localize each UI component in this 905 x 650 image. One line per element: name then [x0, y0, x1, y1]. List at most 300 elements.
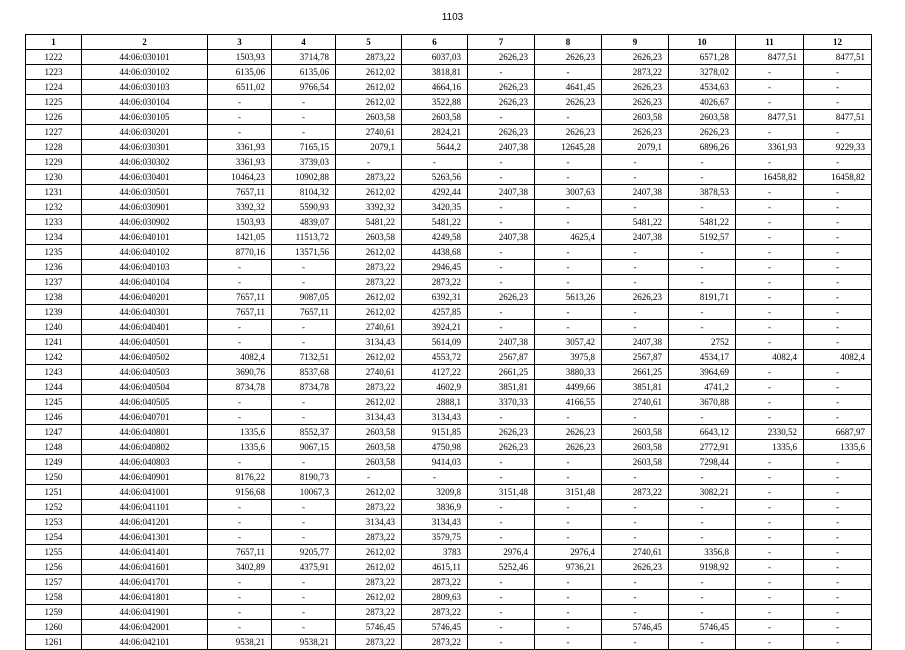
table-cell: - [736, 545, 804, 560]
table-cell: 1230 [26, 170, 82, 185]
table-cell: - [468, 455, 535, 470]
table-cell: 3007,63 [535, 185, 602, 200]
table-cell: - [804, 185, 872, 200]
table-row [26, 620, 872, 635]
table-cell: 1240 [26, 320, 82, 335]
table-cell: - [736, 365, 804, 380]
table-cell: 3851,81 [602, 380, 669, 395]
table-cell: 44:06:040701 [82, 410, 208, 425]
table-cell: 1245 [26, 395, 82, 410]
table-cell: 5252,46 [468, 560, 535, 575]
table-row [26, 260, 872, 275]
table-cell: 7298,44 [669, 455, 736, 470]
table-cell: 4166,55 [535, 395, 602, 410]
table-cell: 2873,22 [336, 380, 402, 395]
table-cell: - [535, 215, 602, 230]
table-cell: 5644,2 [402, 140, 468, 155]
table-row [26, 50, 872, 65]
table-cell: 1237 [26, 275, 82, 290]
table-cell: 3361,93 [208, 155, 272, 170]
table-cell: - [272, 110, 336, 125]
data-table [25, 34, 872, 650]
table-cell: 2740,61 [336, 125, 402, 140]
table-cell: 2626,23 [468, 440, 535, 455]
table-cell: 4534,17 [669, 350, 736, 365]
table-cell: 3836,9 [402, 500, 468, 515]
table-cell: - [804, 575, 872, 590]
table-row [26, 470, 872, 485]
table-cell: 2612,02 [336, 80, 402, 95]
table-cell: - [535, 170, 602, 185]
table-cell: 44:06:040901 [82, 470, 208, 485]
table-cell: 5481,22 [336, 215, 402, 230]
table-cell: 2612,02 [336, 65, 402, 80]
table-cell: - [736, 620, 804, 635]
table-cell: 9087,05 [272, 290, 336, 305]
table-cell: 3134,43 [336, 515, 402, 530]
table-cell: - [468, 320, 535, 335]
table-cell: - [208, 410, 272, 425]
table-cell: 2626,23 [669, 125, 736, 140]
table-cell: - [736, 395, 804, 410]
table-cell: 8190,73 [272, 470, 336, 485]
table-cell: 9198,92 [669, 560, 736, 575]
table-cell: - [535, 515, 602, 530]
table-cell: 6392,31 [402, 290, 468, 305]
table-cell: - [736, 215, 804, 230]
table-cell: 1257 [26, 575, 82, 590]
table-cell: - [669, 500, 736, 515]
table-cell: 2567,87 [468, 350, 535, 365]
table-cell: 2603,58 [336, 230, 402, 245]
table-cell: - [208, 530, 272, 545]
table-row [26, 365, 872, 380]
table-cell: 44:06:040401 [82, 320, 208, 335]
table-cell: 5590,93 [272, 200, 336, 215]
table-cell: 8104,32 [272, 185, 336, 200]
table-cell: 2407,38 [602, 185, 669, 200]
table-cell: 8734,78 [208, 380, 272, 395]
table-cell: 7132,51 [272, 350, 336, 365]
table-cell: - [602, 470, 669, 485]
table-cell: 1503,93 [208, 50, 272, 65]
table-cell: 6037,03 [402, 50, 468, 65]
table-cell: - [468, 515, 535, 530]
table-cell: 6643,12 [669, 425, 736, 440]
table-cell: 2873,22 [402, 605, 468, 620]
table-cell: 9736,21 [535, 560, 602, 575]
table-cell: 1335,6 [208, 425, 272, 440]
table-cell: - [804, 95, 872, 110]
table-cell: 3209,8 [402, 485, 468, 500]
table-cell: 3851,81 [468, 380, 535, 395]
table-cell: 2873,22 [336, 500, 402, 515]
table-cell: 2946,45 [402, 260, 468, 275]
table-cell: - [804, 515, 872, 530]
table-cell: 44:06:041401 [82, 545, 208, 560]
table-cell: 1254 [26, 530, 82, 545]
table-cell: - [804, 635, 872, 650]
table-cell: 8477,51 [804, 110, 872, 125]
table-cell: 3420,35 [402, 200, 468, 215]
table-cell: 3880,33 [535, 365, 602, 380]
table-cell: - [468, 110, 535, 125]
table-cell: - [736, 515, 804, 530]
table-cell: 1250 [26, 470, 82, 485]
table-row [26, 575, 872, 590]
table-cell: 9156,68 [208, 485, 272, 500]
table-row [26, 425, 872, 440]
table-cell: 12645,28 [535, 140, 602, 155]
table-cell: 2407,38 [468, 230, 535, 245]
table-cell: - [804, 620, 872, 635]
table-cell: 3278,02 [669, 65, 736, 80]
table-cell: 4292,44 [402, 185, 468, 200]
table-cell: 3392,32 [208, 200, 272, 215]
table-cell: - [272, 335, 336, 350]
table-cell: - [602, 575, 669, 590]
table-cell: - [535, 635, 602, 650]
table-cell: 1259 [26, 605, 82, 620]
table-row [26, 215, 872, 230]
table-cell: 3392,32 [336, 200, 402, 215]
table-cell: - [804, 605, 872, 620]
table-cell: - [669, 155, 736, 170]
table-cell: 10902,88 [272, 170, 336, 185]
table-row [26, 455, 872, 470]
table-cell: 4249,58 [402, 230, 468, 245]
table-cell: - [804, 365, 872, 380]
table-cell: - [804, 125, 872, 140]
table-cell: - [736, 275, 804, 290]
table-cell: - [804, 560, 872, 575]
table-cell: 1256 [26, 560, 82, 575]
table-cell: 44:06:040504 [82, 380, 208, 395]
table-row [26, 560, 872, 575]
table-cell: - [468, 155, 535, 170]
table-cell: 44:06:040801 [82, 425, 208, 440]
table-cell: 2079,1 [336, 140, 402, 155]
table-cell: 3878,53 [669, 185, 736, 200]
table-cell: - [336, 155, 402, 170]
table-cell: - [669, 575, 736, 590]
table-cell: - [402, 470, 468, 485]
table-row [26, 65, 872, 80]
table-cell: - [736, 290, 804, 305]
table-cell: 4615,11 [402, 560, 468, 575]
table-cell: - [468, 275, 535, 290]
table-cell: 3356,8 [669, 545, 736, 560]
table-cell: 2603,58 [336, 440, 402, 455]
table-cell: - [602, 515, 669, 530]
table-cell: - [804, 470, 872, 485]
table-cell: 1335,6 [804, 440, 872, 455]
table-cell: - [272, 500, 336, 515]
table-cell: - [804, 290, 872, 305]
table-cell: - [736, 260, 804, 275]
table-cell: 44:06:041901 [82, 605, 208, 620]
table-cell: 8770,16 [208, 245, 272, 260]
table-cell: 44:06:030201 [82, 125, 208, 140]
table-cell: 1246 [26, 410, 82, 425]
table-cell: - [535, 305, 602, 320]
table-cell: - [669, 635, 736, 650]
table-cell: 4641,45 [535, 80, 602, 95]
table-cell: 1255 [26, 545, 82, 560]
table-cell: - [535, 200, 602, 215]
table-cell: 3783 [402, 545, 468, 560]
table-cell: 3522,88 [402, 95, 468, 110]
table-cell: 44:06:041001 [82, 485, 208, 500]
table-cell: 2626,23 [468, 425, 535, 440]
table-cell: 44:06:042001 [82, 620, 208, 635]
table-row [26, 200, 872, 215]
table-cell: 7657,11 [208, 290, 272, 305]
table-cell: 2626,23 [468, 50, 535, 65]
table-cell: - [669, 260, 736, 275]
table-cell: 7657,11 [208, 185, 272, 200]
table-cell: - [535, 245, 602, 260]
column-header-7: 7 [468, 35, 535, 50]
table-cell: 2603,58 [336, 455, 402, 470]
table-cell: 9205,77 [272, 545, 336, 560]
table-cell: 7165,15 [272, 140, 336, 155]
table-cell: - [272, 320, 336, 335]
table-cell: - [669, 590, 736, 605]
table-cell: - [272, 590, 336, 605]
table-cell: 44:06:040103 [82, 260, 208, 275]
table-cell: - [208, 395, 272, 410]
header-row [26, 35, 872, 50]
table-cell: 44:06:040301 [82, 305, 208, 320]
table-cell: 44:06:030501 [82, 185, 208, 200]
table-cell: - [736, 605, 804, 620]
table-cell: - [669, 200, 736, 215]
table-cell: 3134,43 [336, 335, 402, 350]
table-cell: 2603,58 [336, 425, 402, 440]
table-cell: 44:06:041601 [82, 560, 208, 575]
table-cell: - [736, 305, 804, 320]
table-cell: 9538,21 [272, 635, 336, 650]
table-cell: 4499,66 [535, 380, 602, 395]
table-cell: 1260 [26, 620, 82, 635]
table-cell: - [804, 500, 872, 515]
table-cell: - [272, 275, 336, 290]
table-cell: 2740,61 [602, 395, 669, 410]
table-cell: - [208, 320, 272, 335]
table-cell: 8191,71 [669, 290, 736, 305]
table-cell: 8477,51 [736, 110, 804, 125]
table-cell: 2612,02 [336, 290, 402, 305]
table-cell: 2626,23 [602, 50, 669, 65]
column-header-10: 10 [669, 35, 736, 50]
table-cell: 2888,1 [402, 395, 468, 410]
table-cell: - [804, 155, 872, 170]
table-cell: 44:06:040505 [82, 395, 208, 410]
table-cell: 9414,03 [402, 455, 468, 470]
table-cell: 2612,02 [336, 95, 402, 110]
table-row [26, 635, 872, 650]
table-row [26, 350, 872, 365]
table-cell: 2873,22 [402, 275, 468, 290]
column-header-2: 2 [82, 35, 208, 50]
table-cell: 3964,69 [669, 365, 736, 380]
table-cell: 1241 [26, 335, 82, 350]
table-cell: - [669, 410, 736, 425]
table-row [26, 95, 872, 110]
table-cell: 44:06:042101 [82, 635, 208, 650]
table-cell: 3361,93 [208, 140, 272, 155]
table-row [26, 485, 872, 500]
table-cell: - [602, 275, 669, 290]
table-cell: 3579,75 [402, 530, 468, 545]
table-cell: 2626,23 [468, 95, 535, 110]
table-cell: 2407,38 [602, 335, 669, 350]
table-cell: - [208, 110, 272, 125]
table-row [26, 305, 872, 320]
table-cell: - [804, 530, 872, 545]
column-header-5: 5 [336, 35, 402, 50]
table-cell: - [468, 530, 535, 545]
table-cell: - [602, 305, 669, 320]
table-cell: 8537,68 [272, 365, 336, 380]
table-cell: - [468, 590, 535, 605]
table-cell: 1242 [26, 350, 82, 365]
table-cell: - [736, 380, 804, 395]
table-cell: - [736, 155, 804, 170]
table-row [26, 590, 872, 605]
table-cell: - [736, 500, 804, 515]
table-cell: 2873,22 [336, 170, 402, 185]
table-cell: 2612,02 [336, 305, 402, 320]
table-cell: 4602,9 [402, 380, 468, 395]
table-cell: 3134,43 [336, 410, 402, 425]
table-cell: 2626,23 [468, 125, 535, 140]
table-cell: - [602, 200, 669, 215]
table-cell: 2661,25 [602, 365, 669, 380]
table-cell: 44:06:041101 [82, 500, 208, 515]
table-cell: 1253 [26, 515, 82, 530]
table-cell: 3670,88 [669, 395, 736, 410]
table-cell: 1231 [26, 185, 82, 200]
table-cell: 2612,02 [336, 350, 402, 365]
table-cell: 2873,22 [602, 65, 669, 80]
table-cell: - [535, 500, 602, 515]
table-cell: 2603,58 [602, 425, 669, 440]
table-cell: 5746,45 [336, 620, 402, 635]
table-row [26, 605, 872, 620]
table-cell: 8176,22 [208, 470, 272, 485]
table-cell: 4438,68 [402, 245, 468, 260]
table-cell: - [272, 395, 336, 410]
table-cell: 1235 [26, 245, 82, 260]
table-cell: - [272, 125, 336, 140]
table-cell: 2873,22 [336, 575, 402, 590]
table-cell: 6896,26 [669, 140, 736, 155]
table-cell: 2603,58 [602, 440, 669, 455]
table-cell: - [468, 635, 535, 650]
table-cell: - [736, 320, 804, 335]
table-cell: - [669, 605, 736, 620]
table-cell: 1229 [26, 155, 82, 170]
table-cell: - [468, 215, 535, 230]
table-cell: 3134,43 [402, 410, 468, 425]
table-cell: - [804, 305, 872, 320]
table-cell: 9229,33 [804, 140, 872, 155]
table-cell: 5613,26 [535, 290, 602, 305]
table-cell: 8477,51 [804, 50, 872, 65]
table-cell: - [669, 320, 736, 335]
table-cell: 1261 [26, 635, 82, 650]
table-cell: - [468, 305, 535, 320]
table-cell: 2612,02 [336, 185, 402, 200]
table-cell: 44:06:040104 [82, 275, 208, 290]
table-cell: 2407,38 [602, 230, 669, 245]
table-cell: 2626,23 [535, 425, 602, 440]
table-cell: - [804, 65, 872, 80]
table-row [26, 395, 872, 410]
table-cell: 2873,22 [402, 575, 468, 590]
table-cell: - [535, 110, 602, 125]
table-cell: 11513,72 [272, 230, 336, 245]
table-cell: 9538,21 [208, 635, 272, 650]
table-cell: 44:06:040101 [82, 230, 208, 245]
table-cell: 2873,22 [336, 530, 402, 545]
table-cell: 5481,22 [669, 215, 736, 230]
table-cell: 2873,22 [402, 635, 468, 650]
table-cell: - [602, 410, 669, 425]
table-cell: 5746,45 [669, 620, 736, 635]
table-cell: 1251 [26, 485, 82, 500]
table-cell: - [736, 455, 804, 470]
table-cell: 3975,8 [535, 350, 602, 365]
table-cell: 4257,85 [402, 305, 468, 320]
table-cell: - [804, 200, 872, 215]
table-cell: - [804, 590, 872, 605]
table-cell: 2626,23 [468, 290, 535, 305]
table-cell: - [535, 605, 602, 620]
table-cell: - [402, 155, 468, 170]
table-cell: 2740,61 [336, 320, 402, 335]
table-row [26, 275, 872, 290]
table-cell: - [208, 575, 272, 590]
column-header-8: 8 [535, 35, 602, 50]
table-row [26, 290, 872, 305]
table-cell: 44:06:030103 [82, 80, 208, 95]
table-cell: 2740,61 [602, 545, 669, 560]
table-cell: 6511,02 [208, 80, 272, 95]
table-cell: - [468, 260, 535, 275]
table-cell: 44:06:030102 [82, 65, 208, 80]
table-row [26, 320, 872, 335]
table-cell: 2612,02 [336, 545, 402, 560]
table-cell: - [804, 215, 872, 230]
table-cell: 16458,82 [804, 170, 872, 185]
table-cell: 2603,58 [669, 110, 736, 125]
table-cell: 44:06:030401 [82, 170, 208, 185]
table-cell: - [535, 575, 602, 590]
table-cell: 1224 [26, 80, 82, 95]
table-cell: - [208, 500, 272, 515]
table-cell: 1247 [26, 425, 82, 440]
table-cell: - [736, 185, 804, 200]
table-cell: 2626,23 [535, 95, 602, 110]
table-cell: 2752 [669, 335, 736, 350]
table-cell: - [272, 605, 336, 620]
table-cell: 2079,1 [602, 140, 669, 155]
table-cell: - [602, 170, 669, 185]
table-cell: 44:06:040201 [82, 290, 208, 305]
